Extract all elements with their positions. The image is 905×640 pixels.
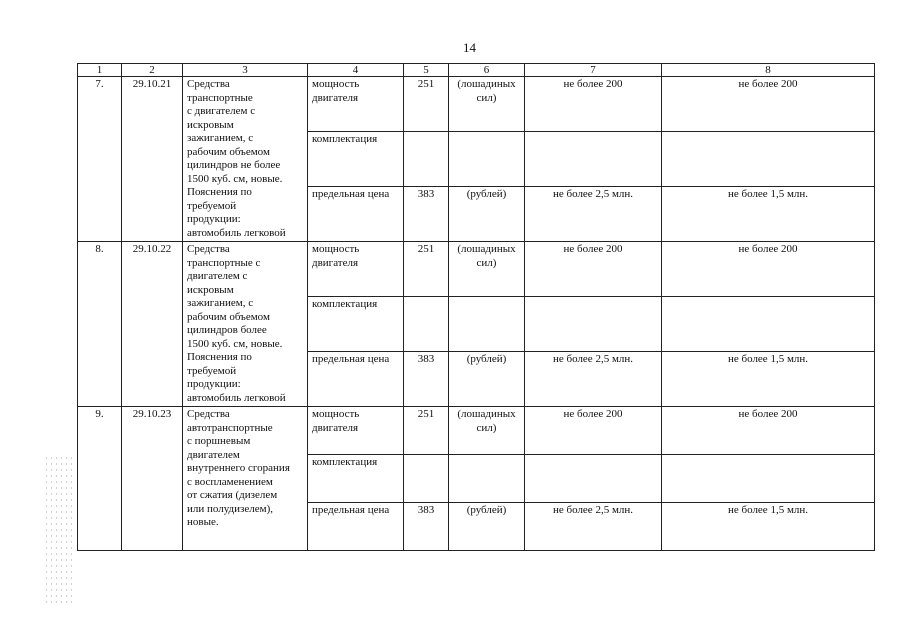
- description-line: Пояснения по: [187, 186, 252, 198]
- description-line: с поршневым: [187, 435, 251, 447]
- description-line: двигателем: [187, 448, 240, 461]
- description-line: требуемой: [187, 199, 237, 212]
- value-column-7: [525, 132, 662, 187]
- description-line: 1500 куб. см, новые.: [187, 172, 283, 185]
- column-number: 1: [78, 64, 122, 77]
- unit-name: (рублей): [449, 352, 525, 407]
- value-column-7: не более 200: [525, 407, 662, 455]
- unit-name: (рублей): [449, 503, 525, 551]
- okei-code: [404, 455, 449, 503]
- spec-name: предельная цена: [308, 503, 404, 551]
- description-line: транспортные с: [187, 256, 261, 269]
- column-number-row: [78, 64, 875, 77]
- okei-code: 251: [404, 242, 449, 297]
- spec-name: мощность двигателя: [308, 77, 404, 132]
- column-number: 3: [183, 64, 308, 77]
- value-column-8: [662, 297, 875, 352]
- description-line: Средства: [187, 243, 230, 255]
- description-line: искровым: [187, 283, 234, 296]
- value-column-7: [525, 455, 662, 503]
- description-line: цилиндров более: [187, 324, 267, 336]
- description-line: требуемой: [187, 364, 237, 377]
- value-column-7: не более 2,5 млн.: [525, 187, 662, 242]
- okei-code: 383: [404, 352, 449, 407]
- spec-name: комплектация: [308, 455, 404, 503]
- row-number: 9.: [78, 407, 122, 551]
- product-description: [183, 77, 308, 242]
- okei-code: [404, 297, 449, 352]
- description-line: с двигателем с: [187, 105, 256, 117]
- okei-code: 383: [404, 187, 449, 242]
- page-number: 14: [463, 40, 476, 55]
- description-line: Пояснения по: [187, 351, 252, 363]
- description-line: зажиганием, с: [187, 132, 254, 144]
- okpd-code: 29.10.23: [122, 407, 183, 551]
- description-line: автомобиль легковой: [187, 391, 286, 404]
- value-column-8: не более 200: [662, 242, 875, 297]
- description-line: автотранспортные: [187, 421, 273, 434]
- column-number: 7: [525, 64, 662, 77]
- okpd-code: 29.10.22: [122, 242, 183, 407]
- description-line: автомобиль легковой: [187, 226, 286, 239]
- unit-name: (рублей): [449, 187, 525, 242]
- description-line: цилиндров не более: [187, 159, 281, 171]
- value-column-7: не более 2,5 млн.: [525, 503, 662, 551]
- description-line: Средства: [187, 78, 230, 90]
- value-column-8: не более 200: [662, 77, 875, 132]
- product-description: [183, 242, 308, 407]
- okei-code: 251: [404, 407, 449, 455]
- description-line: новые.: [187, 516, 219, 528]
- column-number: 8: [662, 64, 875, 77]
- value-column-8: не более 1,5 млн.: [662, 503, 875, 551]
- table-row: [78, 242, 875, 297]
- description-line: продукции:: [187, 213, 241, 225]
- column-number: 5: [404, 64, 449, 77]
- column-number: 4: [308, 64, 404, 77]
- description-line: транспортные: [187, 91, 253, 104]
- value-column-7: не более 200: [525, 77, 662, 132]
- description-line: внутреннего сгорания: [187, 462, 290, 474]
- requirements-table: [77, 63, 875, 551]
- spec-name: предельная цена: [308, 352, 404, 407]
- unit-name: (лошадиных сил): [449, 242, 525, 297]
- spec-name: мощность двигателя: [308, 407, 404, 455]
- description-line: Средства: [187, 408, 230, 420]
- spec-name: комплектация: [308, 297, 404, 352]
- description-line: рабочим объемом: [187, 145, 270, 158]
- unit-name: [449, 132, 525, 187]
- value-column-8: [662, 132, 875, 187]
- value-column-8: [662, 455, 875, 503]
- spec-name: комплектация: [308, 132, 404, 187]
- description-line: от сжатия (дизелем: [187, 489, 278, 501]
- description-line: или полудизелем),: [187, 502, 274, 515]
- row-number: 8.: [78, 242, 122, 407]
- column-number: 2: [122, 64, 183, 77]
- description-line: двигателем с: [187, 270, 248, 282]
- description-line: продукции:: [187, 378, 241, 390]
- value-column-8: не более 200: [662, 407, 875, 455]
- description-line: зажиганием, с: [187, 297, 254, 309]
- product-description: [183, 407, 308, 551]
- unit-name: [449, 297, 525, 352]
- value-column-8: не более 1,5 млн.: [662, 187, 875, 242]
- value-column-7: [525, 297, 662, 352]
- scan-artifact: [44, 455, 74, 605]
- row-number: 7.: [78, 77, 122, 242]
- unit-name: [449, 455, 525, 503]
- table-row: [78, 77, 875, 132]
- okei-code: 383: [404, 503, 449, 551]
- value-column-8: не более 1,5 млн.: [662, 352, 875, 407]
- value-column-7: не более 2,5 млн.: [525, 352, 662, 407]
- spec-name: предельная цена: [308, 187, 404, 242]
- okei-code: 251: [404, 77, 449, 132]
- description-line: рабочим объемом: [187, 310, 270, 323]
- spec-name: мощность двигателя: [308, 242, 404, 297]
- unit-name: (лошадиных сил): [449, 77, 525, 132]
- okei-code: [404, 132, 449, 187]
- unit-name: (лошадиных сил): [449, 407, 525, 455]
- description-line: с воспламенением: [187, 475, 273, 488]
- value-column-7: не более 200: [525, 242, 662, 297]
- description-line: искровым: [187, 118, 234, 131]
- column-number: 6: [449, 64, 525, 77]
- description-line: 1500 куб. см, новые.: [187, 337, 283, 350]
- okpd-code: 29.10.21: [122, 77, 183, 242]
- table-row: [78, 407, 875, 455]
